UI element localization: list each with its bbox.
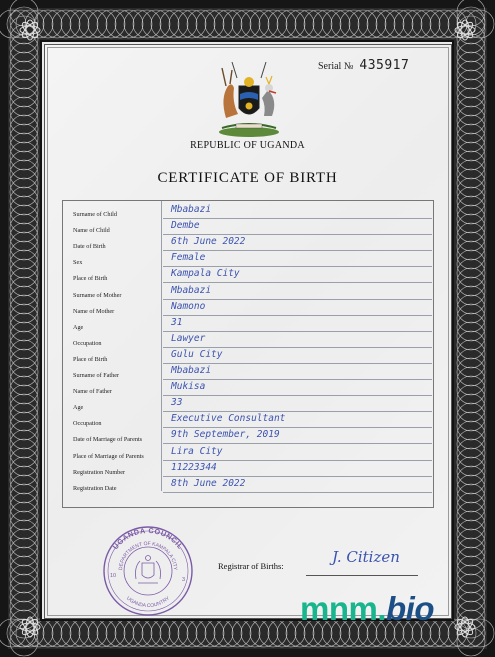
field-label: Name of Father <box>73 388 112 396</box>
field-value: 11223344 <box>171 461 217 473</box>
table-row <box>63 364 433 380</box>
certificate-title: CERTIFICATE OF BIRTH <box>157 170 338 186</box>
field-value: Mbabazi <box>171 204 212 215</box>
table-row <box>63 267 433 283</box>
field-value: Mbabazi <box>171 284 212 296</box>
serial-value: 435917 <box>359 58 410 73</box>
table-row <box>63 396 433 412</box>
field-value: 33 <box>171 397 183 409</box>
table-row <box>63 284 433 300</box>
table-row <box>63 412 433 428</box>
table-row <box>63 251 433 267</box>
stamp-bottom-text: UGANDA COUNTRY <box>125 595 171 610</box>
field-value: Executive Consultant <box>171 413 286 425</box>
field-label: Place of Birth <box>73 275 108 283</box>
table-row <box>63 316 433 332</box>
table-row <box>63 235 433 251</box>
field-label: Surname of Child <box>73 211 117 218</box>
field-label: Surname of Father <box>73 372 120 379</box>
field-label: Registration Number <box>73 468 126 476</box>
field-value: Dembe <box>171 220 200 232</box>
field-value: Namono <box>171 300 206 312</box>
field-value: 9th September, 2019 <box>171 429 280 441</box>
field-label: Occupation <box>73 339 102 347</box>
field-label: Occupation <box>73 420 102 428</box>
field-value: Lawyer <box>171 332 206 344</box>
stamp-right-number: 3 <box>182 577 186 583</box>
field-label: Age <box>73 323 84 331</box>
field-value: 6th June 2022 <box>171 236 246 248</box>
watermark-part2: bio <box>386 590 434 627</box>
field-value: Mukisa <box>171 381 206 393</box>
field-value: 8th June 2022 <box>171 477 246 489</box>
field-label: Place of Birth <box>73 355 108 363</box>
registrar-signature: J. Citizen <box>332 548 400 566</box>
field-label: Sex <box>73 259 83 267</box>
field-label: Surname of Mother <box>73 291 122 299</box>
field-value: Mbabazi <box>171 365 212 376</box>
field-value: Kampala City <box>171 268 240 280</box>
table-row <box>63 332 433 348</box>
serial-number <box>318 58 409 73</box>
official-stamp <box>96 525 200 617</box>
field-label: Name of Child <box>73 227 110 235</box>
table-row <box>63 219 433 235</box>
republic-heading: REPUBLIC OF UGANDA <box>190 140 305 151</box>
svg-text:UGANDA COUNTRY <box>125 595 171 609</box>
field-value: 31 <box>171 316 183 328</box>
stamp-emblem-icon <box>136 556 161 584</box>
stamp-left-number: 10 <box>110 573 117 579</box>
serial-label: Serial № <box>318 61 354 72</box>
registrar-label: Registrar of Births: <box>218 561 284 571</box>
field-label: Date of Marriage of Parents <box>73 436 143 444</box>
stamp-inner-text: DEPARTMENT OF KAMPALA CITY <box>117 540 179 571</box>
field-label: Name of Mother <box>73 307 115 315</box>
field-value: Female <box>171 252 206 264</box>
field-label: Age <box>73 404 84 412</box>
table-row <box>63 461 433 477</box>
row-rule <box>163 492 432 493</box>
signature-line <box>306 575 418 576</box>
table-row <box>63 348 433 364</box>
field-value: Gulu City <box>171 348 223 360</box>
svg-text:DEPARTMENT OF KAMPALA CITY <box>118 541 178 571</box>
table-row <box>63 445 433 461</box>
table-row <box>63 203 433 219</box>
watermark <box>300 590 434 628</box>
field-label: Date of Birth <box>73 243 106 251</box>
coat-of-arms-icon <box>212 58 286 138</box>
table-row <box>63 380 433 396</box>
table-row <box>63 477 433 493</box>
details-table <box>62 200 434 508</box>
field-label: Registration Date <box>73 484 117 492</box>
stamp-top-text: UGANDA COUNCIL <box>110 525 186 552</box>
field-value: Lira City <box>171 445 223 457</box>
table-row <box>63 300 433 316</box>
table-row <box>63 428 433 444</box>
field-label: Place of Marriage of Parents <box>73 452 144 460</box>
watermark-part1: mnm. <box>300 590 387 627</box>
